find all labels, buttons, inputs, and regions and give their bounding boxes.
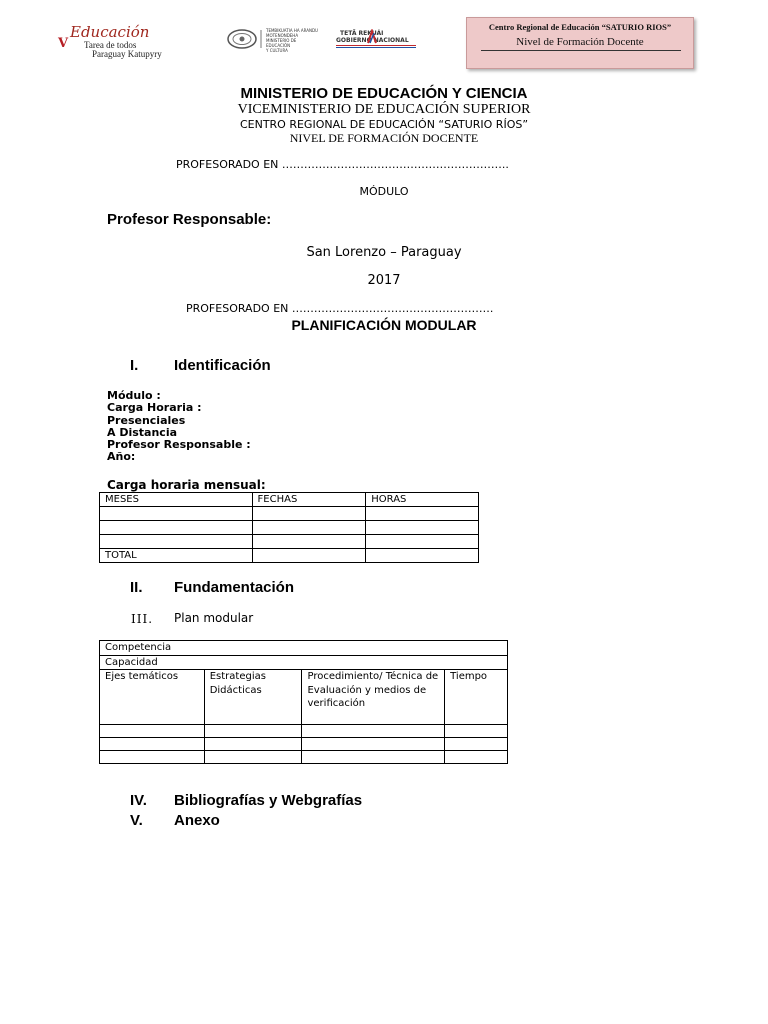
- competencia-row: [100, 641, 508, 656]
- section-5-heading: Anexo: [174, 812, 220, 829]
- table-row: [100, 738, 508, 751]
- header-box-underline: [481, 50, 681, 51]
- educacion-logo-v-mark: V: [58, 36, 69, 51]
- capacidad-label: Capacidad: [100, 655, 508, 670]
- gobierno-flag-mark-icon: [366, 29, 378, 45]
- header-procedimiento: Procedimiento/ Técnica de Evaluación y medios de verificación: [302, 670, 445, 725]
- ministry-title: MINISTERIO DE EDUCACIÓN Y CIENCIA: [240, 85, 528, 102]
- educacion-logo-tagline-1: Tarea de todos: [84, 40, 137, 50]
- table-cell[interactable]: [100, 751, 205, 764]
- competencia-label: Competencia: [100, 641, 508, 656]
- table-cell[interactable]: [100, 507, 253, 521]
- section-1-number: I.: [130, 357, 139, 374]
- table-header-row: [100, 670, 508, 725]
- educacion-logo-tagline-2: Paraguay Katupyry: [92, 49, 162, 59]
- table-cell[interactable]: [252, 507, 366, 521]
- table-row: [100, 507, 479, 521]
- carga-horaria-table: [99, 492, 479, 563]
- section-4-number: IV.: [130, 792, 147, 809]
- gobierno-logo-line-1: TETÃ REKUÁI: [340, 30, 384, 37]
- profesorado-line-2: PROFESORADO EN ……………………………………………….: [186, 302, 494, 315]
- table-cell[interactable]: [100, 738, 205, 751]
- gobierno-logo: [332, 28, 422, 52]
- table-cell[interactable]: [366, 521, 479, 535]
- table-cell[interactable]: [204, 751, 302, 764]
- profesor-responsable-heading: Profesor Responsable:: [107, 211, 272, 228]
- viceministry-title: VICEMINISTERIO DE EDUCACIÓN SUPERIOR: [237, 102, 531, 117]
- center-title: CENTRO REGIONAL DE EDUCACIÓN “SATURIO RÍOS”: [239, 118, 529, 131]
- table-cell[interactable]: [445, 751, 508, 764]
- field-carga-horaria: Carga Horaria :: [107, 401, 202, 415]
- gobierno-logo-rule-red: [336, 45, 416, 46]
- nivel-formacion-subtitle: Nivel de Formación Docente: [516, 36, 644, 48]
- total-label: TOTAL: [100, 549, 253, 563]
- table-row: [100, 535, 479, 549]
- section-4-heading: Bibliografías y Webgrafías: [174, 792, 363, 809]
- table-cell[interactable]: [100, 535, 253, 549]
- capacidad-row: [100, 655, 508, 670]
- carga-horaria-mensual-title: Carga horaria mensual:: [107, 478, 266, 492]
- table-cell[interactable]: [302, 738, 445, 751]
- table-cell[interactable]: [252, 535, 366, 549]
- header-horas: HORAS: [366, 493, 479, 507]
- table-cell[interactable]: [100, 725, 205, 738]
- gobierno-logo-line-2: GOBIERNO NACIONAL: [336, 37, 409, 44]
- section-5-number: V.: [130, 812, 143, 829]
- ministry-seal-icon: [224, 28, 264, 50]
- table-cell[interactable]: [366, 535, 479, 549]
- educacion-logo-word: Educación: [70, 23, 150, 41]
- plan-modular-table: [99, 640, 508, 764]
- level-title: NIVEL DE FORMACIÓN DOCENTE: [289, 131, 479, 145]
- header-estrategias: Estrategias Didácticas: [204, 670, 302, 725]
- table-row: [100, 725, 508, 738]
- section-1-heading: Identificación: [174, 357, 271, 374]
- field-a-distancia: A Distancia: [107, 425, 178, 439]
- identificacion-fields: [107, 390, 251, 464]
- section-2-number: II.: [130, 579, 143, 596]
- table-header-row: [100, 493, 479, 507]
- field-presenciales: Presenciales: [107, 413, 186, 427]
- gobierno-logo-rule-blue: [336, 47, 416, 48]
- field-anio: Año:: [107, 450, 136, 464]
- table-total-row: [100, 549, 479, 563]
- section-3-number: III.: [131, 612, 154, 626]
- ministry-logo-text: TEMBIKUATIA HA ARANDU MOTENONDEHA MINISTERIO DE EDUCACIÓN Y CULTURA: [266, 28, 318, 53]
- table-cell[interactable]: [100, 521, 253, 535]
- table-cell[interactable]: [204, 738, 302, 751]
- ministry-logo: [224, 28, 318, 53]
- section-2-heading: Fundamentación: [174, 579, 295, 596]
- city-line: San Lorenzo – Paraguay: [306, 245, 462, 260]
- table-row: [100, 751, 508, 764]
- modulo-label: MÓDULO: [359, 185, 409, 198]
- field-profesor-responsable: Profesor Responsable :: [107, 438, 251, 452]
- table-cell[interactable]: [252, 521, 366, 535]
- table-row: [100, 521, 479, 535]
- year-line: 2017: [367, 273, 401, 288]
- centro-regional-header-box: [466, 17, 694, 69]
- table-cell[interactable]: [252, 549, 366, 563]
- header-ejes-tematicos: Ejes temáticos: [100, 670, 205, 725]
- educacion-logo: [58, 20, 198, 64]
- header-tiempo: Tiempo: [445, 670, 508, 725]
- header-meses: MESES: [100, 493, 253, 507]
- table-cell[interactable]: [302, 725, 445, 738]
- table-cell[interactable]: [204, 725, 302, 738]
- centro-regional-title: Centro Regional de Educación “SATURIO RIOS”: [488, 22, 672, 32]
- table-cell[interactable]: [302, 751, 445, 764]
- field-modulo: Módulo :: [107, 389, 161, 402]
- header-fechas: FECHAS: [252, 493, 366, 507]
- table-cell[interactable]: [366, 507, 479, 521]
- profesorado-line: PROFESORADO EN ……………………………………………………..: [176, 158, 509, 171]
- table-cell[interactable]: [366, 549, 479, 563]
- planificacion-modular-title: PLANIFICACIÓN MODULAR: [291, 317, 477, 333]
- table-cell[interactable]: [445, 725, 508, 738]
- table-cell[interactable]: [445, 738, 508, 751]
- section-3-heading: Plan modular: [174, 611, 254, 625]
